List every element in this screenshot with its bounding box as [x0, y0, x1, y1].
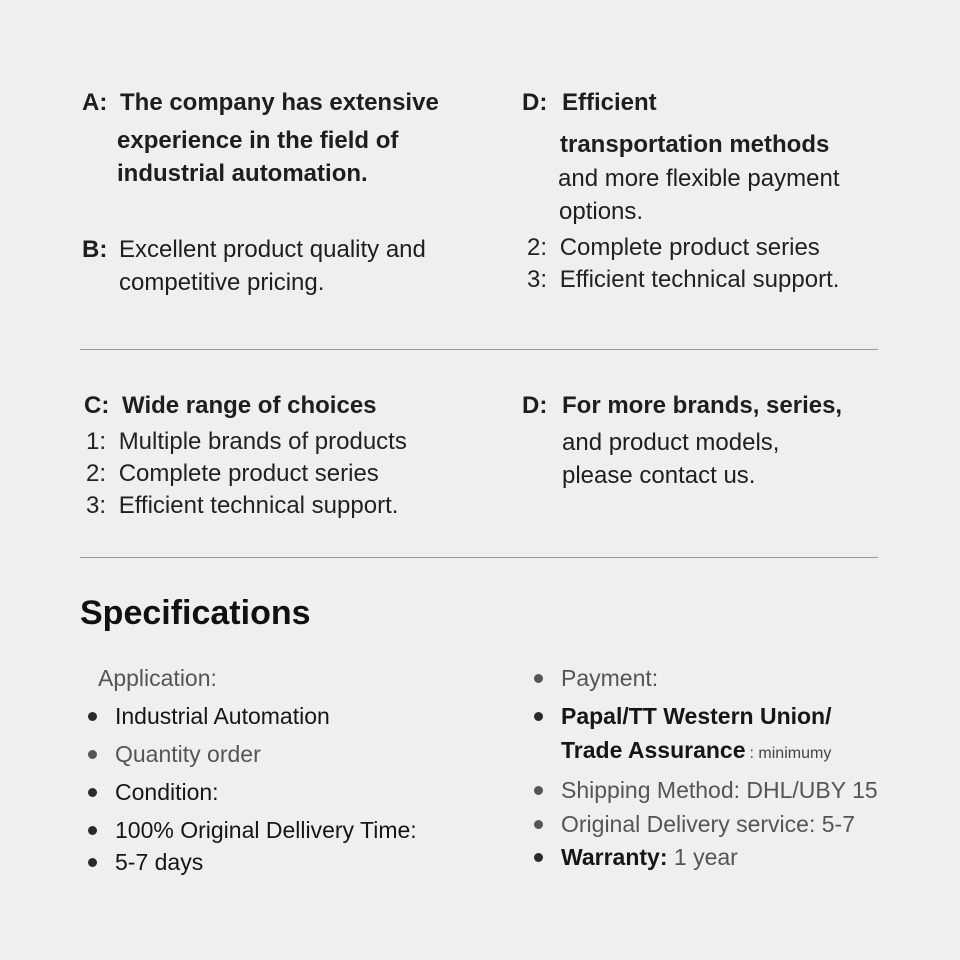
list-item: [86, 492, 398, 520]
bullet-icon: [534, 674, 543, 683]
bullet-icon: [88, 826, 97, 835]
spec-left-item-3: Condition:: [115, 779, 219, 805]
block-b-line-2: competitive pricing.: [119, 269, 325, 296]
list-number: 3:: [86, 492, 107, 519]
bullet-icon: [534, 786, 543, 795]
list-number: 2:: [86, 460, 107, 487]
block-d2-line-2: please contact us.: [562, 462, 756, 489]
list-text: Efficient technical support.: [559, 266, 840, 293]
block-a-line-3: industrial automation.: [117, 160, 368, 187]
list-text: Efficient technical support.: [118, 492, 399, 519]
list-number: 1:: [86, 428, 107, 455]
list-item: [86, 428, 407, 456]
spec-payment-suffix: : minimumy: [749, 745, 832, 762]
block-c-label: C:: [84, 392, 110, 419]
block-c-heading: Wide range of choices: [122, 392, 377, 419]
block-a-line-1: The company has extensive: [120, 89, 439, 116]
block-d1-line-2: and more flexible payment: [558, 165, 840, 192]
block-d2-label: D:: [522, 392, 548, 419]
block-d1-line-3: options.: [559, 198, 644, 225]
block-d1-line-1: transportation methods: [560, 131, 830, 158]
spec-left-item-4: 100% Original Dellivery Time:: [115, 817, 417, 843]
list-number: 3:: [527, 266, 548, 293]
spec-warranty-label: Warranty:: [561, 844, 668, 870]
bullet-icon: [88, 788, 97, 797]
spec-left-item-2: Quantity order: [115, 741, 261, 767]
spec-payment-header: Payment:: [561, 665, 659, 691]
list-item: [527, 266, 839, 294]
block-d1-label: D:: [522, 89, 548, 116]
block-a-label: A:: [82, 89, 108, 116]
list-text: Complete product series: [118, 460, 379, 487]
specifications-title: Specifications: [80, 594, 311, 632]
spec-warranty-value: 1 year: [673, 844, 738, 870]
spec-application-header: Application:: [98, 665, 217, 691]
spec-shipping: Shipping Method: DHL/UBY 15: [561, 777, 878, 803]
spec-payment-line-2: [561, 737, 831, 764]
spec-warranty: [561, 844, 738, 871]
block-d2-heading: For more brands, series,: [562, 392, 843, 419]
bullet-icon: [88, 712, 97, 721]
bullet-icon: [88, 858, 97, 867]
spec-delivery: Original Delivery service: 5-7: [561, 811, 855, 837]
list-number: 2:: [527, 234, 548, 261]
spec-payment-trade-assurance: Trade Assurance: [561, 737, 746, 763]
bullet-icon: [534, 853, 543, 862]
spec-left-item-1: Industrial Automation: [115, 703, 330, 729]
block-b-label: B:: [82, 236, 108, 263]
list-text: Multiple brands of products: [118, 428, 407, 455]
bullet-icon: [88, 750, 97, 759]
block-b-line-1: Excellent product quality and: [119, 236, 426, 263]
divider: [80, 349, 878, 350]
list-text: Complete product series: [559, 234, 820, 261]
block-d2-line-1: and product models,: [562, 429, 780, 456]
list-item: [527, 234, 820, 262]
divider: [80, 557, 878, 558]
block-d1-heading: Efficient: [562, 89, 657, 116]
bullet-icon: [534, 820, 543, 829]
block-a-line-2: experience in the field of: [117, 127, 399, 154]
bullet-icon: [534, 712, 543, 721]
spec-left-item-5: 5-7 days: [115, 849, 204, 875]
spec-payment-line-1: Papal/TT Western Union/: [561, 703, 832, 729]
list-item: [86, 460, 379, 488]
